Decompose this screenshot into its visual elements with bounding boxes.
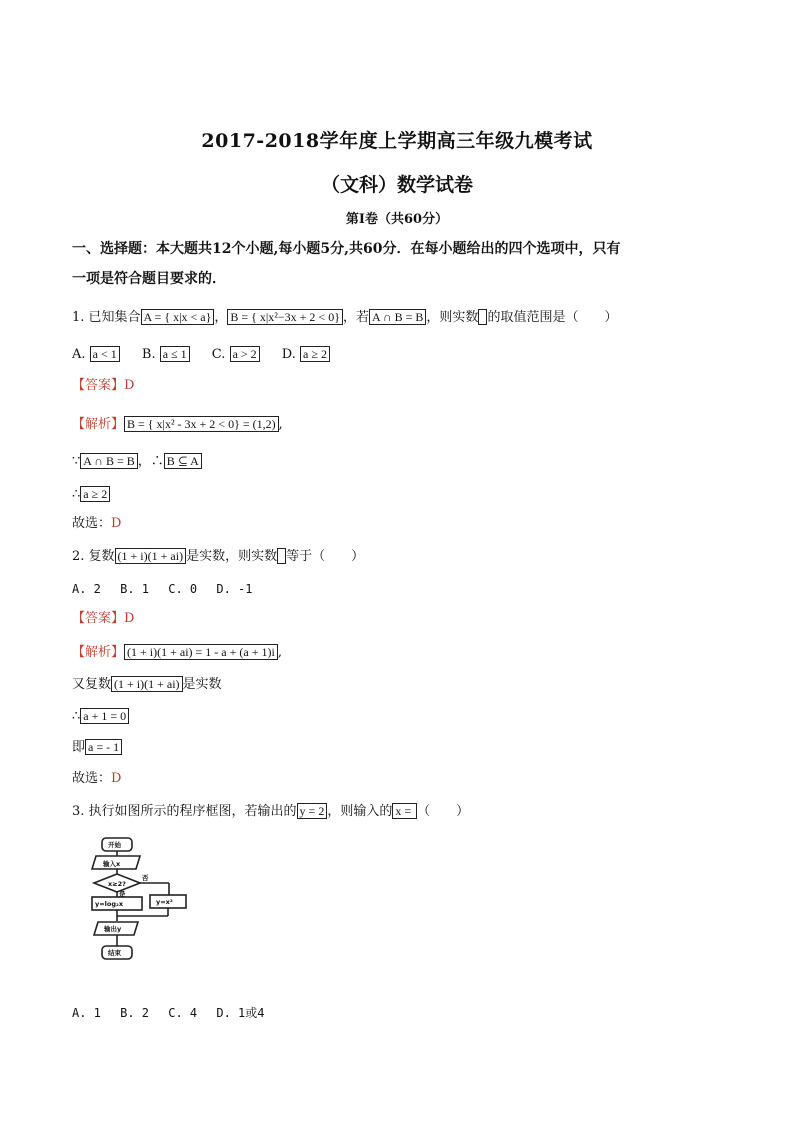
volume-heading: 第Ⅰ卷（共60分） <box>345 212 449 227</box>
flow-input-label: 输入x <box>103 860 121 868</box>
question-3: 3. 执行如图所示的程序框图，若输出的 y = 2 ，则输入的 x = （ ） <box>72 804 470 819</box>
section-instructions-2: 一项是符合题目要求的． <box>72 271 226 287</box>
question-3-options: A. 1 B. 2 C. 4 D. 1或4 <box>72 1006 265 1020</box>
flow-right-label: y=x² <box>156 898 173 906</box>
question-2-step-1: 又复数 (1 + i)(1 + ai) 是实数 <box>72 677 222 692</box>
program-flowchart <box>84 836 194 981</box>
question-1-answer: 【答案】D <box>72 378 135 393</box>
question-2-answer: 【答案】D <box>72 611 135 626</box>
set-b-formula: B = { x|x²−3x + 2 < 0} <box>227 309 343 325</box>
exam-title: 2017-2018学年度上学期高三年级九模考试 <box>201 130 593 152</box>
question-2-analysis: 【解析】 (1 + i)(1 + ai) = 1 - a + (a + 1)i , <box>72 645 282 660</box>
question-2-choose: 故选：D <box>72 771 122 786</box>
question-2: 2. 复数 (1 + i)(1 + ai) 是实数，则实数 等于（ ） <box>72 549 365 564</box>
flow-no-label: 否 <box>142 874 149 882</box>
condition-formula: A ∩ B = B <box>369 309 426 325</box>
option-c: C. a > 2 <box>212 345 260 364</box>
option-a: A. a < 1 <box>72 345 120 364</box>
option-d: D. a ≥ 2 <box>282 345 330 364</box>
question-1-analysis: 【解析】 B = { x|x² - 3x + 2 < 0} = (1,2) , <box>72 417 283 432</box>
question-1: 1. 已知集合 A = { x|x < a} ， B = { x|x²−3x + 2 < 0} ，若 A ∩ B = B ，则实数 的取值范围是（ ） <box>72 310 618 325</box>
flow-decision-label: x≥2? <box>108 880 126 888</box>
exam-subject: （文科）数学试卷 <box>320 174 473 196</box>
set-a-formula: A = { x|x < a} <box>141 309 215 325</box>
question-1-choose: 故选：D <box>72 516 122 531</box>
flow-end-label: 结束 <box>108 949 121 957</box>
flow-left-label: y=log₂x <box>95 900 124 908</box>
question-1-step-1: ∵ A ∩ B = B ，∴ B ⊆ A <box>72 452 202 471</box>
question-2-options: A. 2 B. 1 C. 0 D. -1 <box>72 582 253 596</box>
question-2-step-3: 即 a = - 1 <box>72 738 122 757</box>
option-b: B. a ≤ 1 <box>142 345 190 364</box>
flow-start-label: 开始 <box>108 841 121 849</box>
section-instructions-1: 一、选择题：本大题共12个小题,每小题5分,共60分．在每小题给出的四个选项中，只有 <box>72 241 621 257</box>
question-1-step-2: ∴ a ≥ 2 <box>72 485 110 504</box>
question-1-options <box>72 345 348 364</box>
flow-output-label: 输出y <box>104 925 122 933</box>
flow-yes-label: 是 <box>119 890 126 898</box>
question-2-step-2: ∴ a + 1 = 0 <box>72 707 129 726</box>
